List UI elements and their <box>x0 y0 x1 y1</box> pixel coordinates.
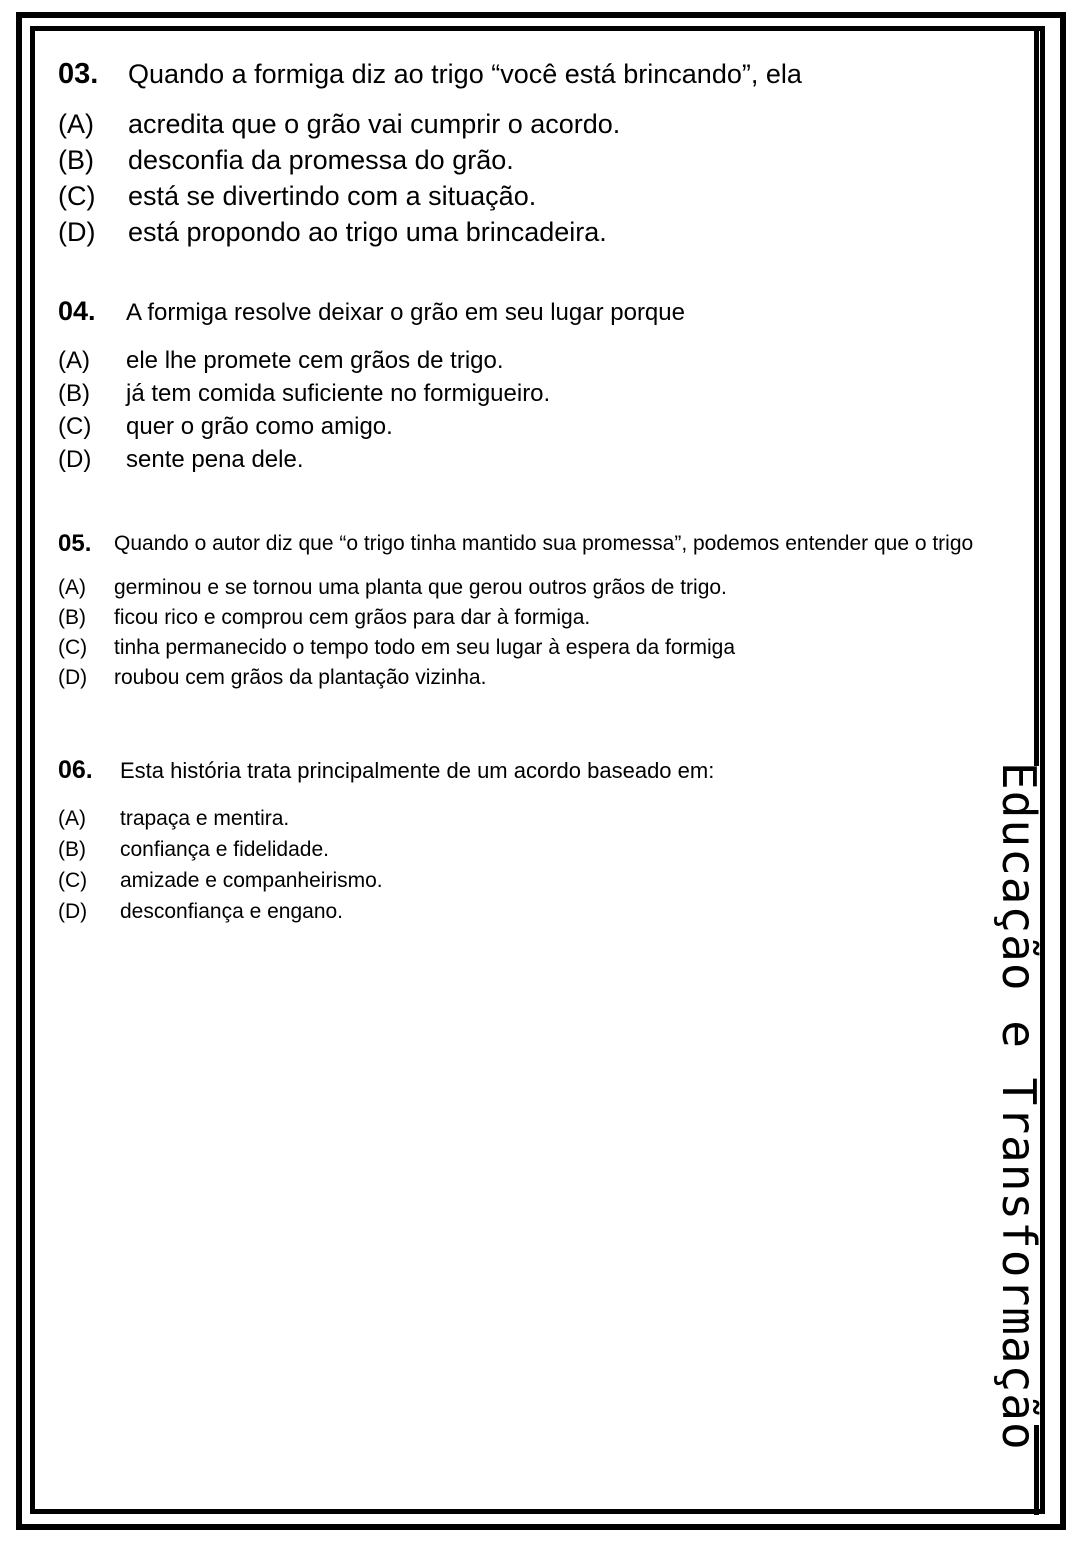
option-letter: (C) <box>58 636 88 659</box>
option-text: trapaça e mentira. <box>120 807 290 830</box>
option-b[interactable] <box>58 380 1018 413</box>
option-text: roubou cem grãos da plantação vizinha. <box>114 666 487 689</box>
question-header <box>58 756 1018 785</box>
question-text: Quando a formiga diz ao trigo “você está brincando”, ela <box>128 59 802 89</box>
option-letter: (A) <box>58 807 86 830</box>
question-05 <box>58 530 1018 696</box>
option-letter: (D) <box>58 217 96 247</box>
option-letter: (A) <box>58 109 94 139</box>
option-text: ele lhe promete cem grãos de trigo. <box>126 347 504 374</box>
option-letter: (C) <box>58 181 96 211</box>
question-text: A formiga resolve deixar o grão em seu lugar porque <box>126 299 685 326</box>
question-header <box>58 296 1018 327</box>
border-rail-top <box>1034 26 1039 766</box>
question-06 <box>58 756 1018 931</box>
question-number: 05. <box>58 530 92 557</box>
option-letter: (B) <box>58 838 86 861</box>
option-letter: (C) <box>58 869 88 892</box>
question-number: 04. <box>58 296 96 326</box>
option-letter: (B) <box>58 606 86 629</box>
option-letter: (A) <box>58 347 90 374</box>
question-03 <box>58 58 1018 253</box>
option-a[interactable] <box>58 347 1018 380</box>
option-c[interactable] <box>58 181 1018 217</box>
question-text: Quando o autor diz que “o trigo tinha mantido sua promessa”, podemos entender que o trigo <box>114 532 974 555</box>
option-text: desconfiança e engano. <box>120 900 344 923</box>
option-text: já tem comida suficiente no formigueiro. <box>126 380 551 407</box>
option-list <box>58 576 1018 696</box>
question-header <box>58 58 1018 91</box>
option-letter: (B) <box>58 380 90 407</box>
question-04 <box>58 296 1018 479</box>
option-b[interactable] <box>58 838 1018 869</box>
question-number: 03. <box>58 58 99 90</box>
option-c[interactable] <box>58 869 1018 900</box>
option-a[interactable] <box>58 109 1018 145</box>
option-letter: (B) <box>58 145 94 175</box>
option-text: acredita que o grão vai cumprir o acordo. <box>128 109 621 139</box>
option-d[interactable] <box>58 217 1018 253</box>
option-text: tinha permanecido o tempo todo em seu lugar à espera da formiga <box>114 636 736 659</box>
option-letter: (D) <box>58 666 88 689</box>
option-c[interactable] <box>58 636 1018 666</box>
option-text: ficou rico e comprou cem grãos para dar à formiga. <box>114 606 591 629</box>
option-text: germinou e se tornou uma planta que gerou outros grãos de trigo. <box>114 576 727 599</box>
option-d[interactable] <box>58 900 1018 931</box>
option-list <box>58 109 1018 253</box>
option-list <box>58 347 1018 479</box>
option-b[interactable] <box>58 606 1018 636</box>
option-d[interactable] <box>58 446 1018 479</box>
option-text: quer o grão como amigo. <box>126 413 393 440</box>
option-letter: (D) <box>58 900 88 923</box>
option-a[interactable] <box>58 576 1018 606</box>
option-d[interactable] <box>58 666 1018 696</box>
option-list <box>58 807 1018 931</box>
question-text: Esta história trata principalmente de um acordo baseado em: <box>120 758 715 783</box>
question-number: 06. <box>58 756 93 784</box>
option-c[interactable] <box>58 413 1018 446</box>
option-text: está se divertindo com a situação. <box>128 181 537 211</box>
watermark-text: Educação e Transformação <box>992 762 1046 1451</box>
option-text: confiança e fidelidade. <box>120 838 329 861</box>
option-text: está propondo ao trigo uma brincadeira. <box>128 217 607 247</box>
option-b[interactable] <box>58 145 1018 181</box>
option-text: amizade e companheirismo. <box>120 869 383 892</box>
option-letter: (A) <box>58 576 86 599</box>
option-text: sente pena dele. <box>126 446 304 473</box>
question-header <box>58 530 1018 558</box>
option-text: desconfia da promessa do grão. <box>128 145 514 175</box>
option-letter: (C) <box>58 413 92 440</box>
option-letter: (D) <box>58 446 92 473</box>
option-a[interactable] <box>58 807 1018 838</box>
